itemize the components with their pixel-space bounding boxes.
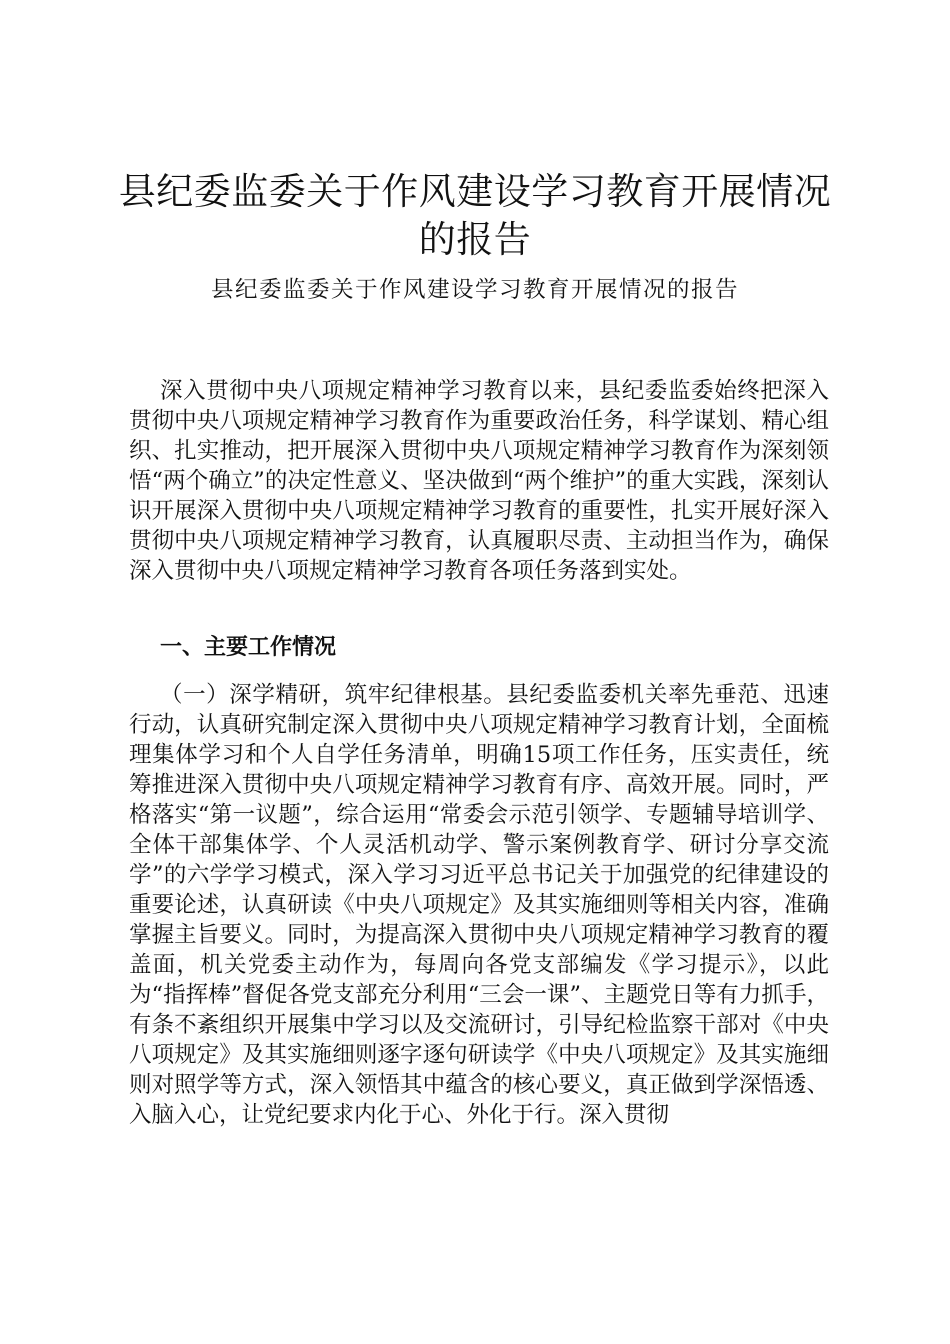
section-paragraph: （一）深学精研，筑牢纪律根基。县纪委监委机关率先垂范、迅速行动，认真研究制定深入贯彻中央八项规定精神学习教育计划，全面梳理集体学习和个人自学任务清单，明确15项工作任务，压实责任，统筹推进深入贯彻中央八项规定精神学习教育有序、高效开展。同时，严格落实“第一议题”，综合运用“常委会示范引领学、专题辅导培训学、全体干部集体学、个人灵活机动学、警示案例教育学、研讨分享交流学”的六学学习模式，深入学习习近平总书记关于加强党的纪律建设的重要论述，认真研读《中央八项规定》及其实施细则等相关内容，准确掌握主旨要义。同时，为提高深入贯彻中央八项规定精神学习教育的覆盖面，机关党委主动作为，每周向各党支部编发《学习提示》，以此为“指挥棒”督促各党支部充分利用“三会一课”、主题党日等有力抓手，有条不紊组织开展集中学习以及交流研讨，引导纪检监察干部对《中央八项规定》及其实施细则逐字逐句研读学《中央八项规定》及其实施细则对照学等方式，深入领悟其中蕴含的核心要义，真正做到学深悟透、入脑入心，让党纪要求内化于心、外化于行。深入贯彻 <box>129 682 829 1128</box>
intro-paragraph: 深入贯彻中央八项规定精神学习教育以来，县纪委监委始终把深入贯彻中央八项规定精神学习教育作为重要政治任务，科学谋划、精心组织、扎实推动，把开展深入贯彻中央八项规定精神学习教育作为深刻领悟“两个确立”的决定性意义、坚决做到“两个维护”的重大实践，深刻认识开展深入贯彻中央八项规定精神学习教育的重要性，扎实开展好深入贯彻中央八项规定精神学习教育，认真履职尽责、主动担当作为，确保深入贯彻中央八项规定精神学习教育各项任务落到实处。 <box>129 378 829 584</box>
document-subtitle: 县纪委监委关于作风建设学习教育开展情况的报告 <box>210 277 739 303</box>
section-heading: 一、主要工作情况 <box>160 635 337 660</box>
document-title: 县纪委监委关于作风建设学习教育开展情况的报告 <box>118 170 832 261</box>
